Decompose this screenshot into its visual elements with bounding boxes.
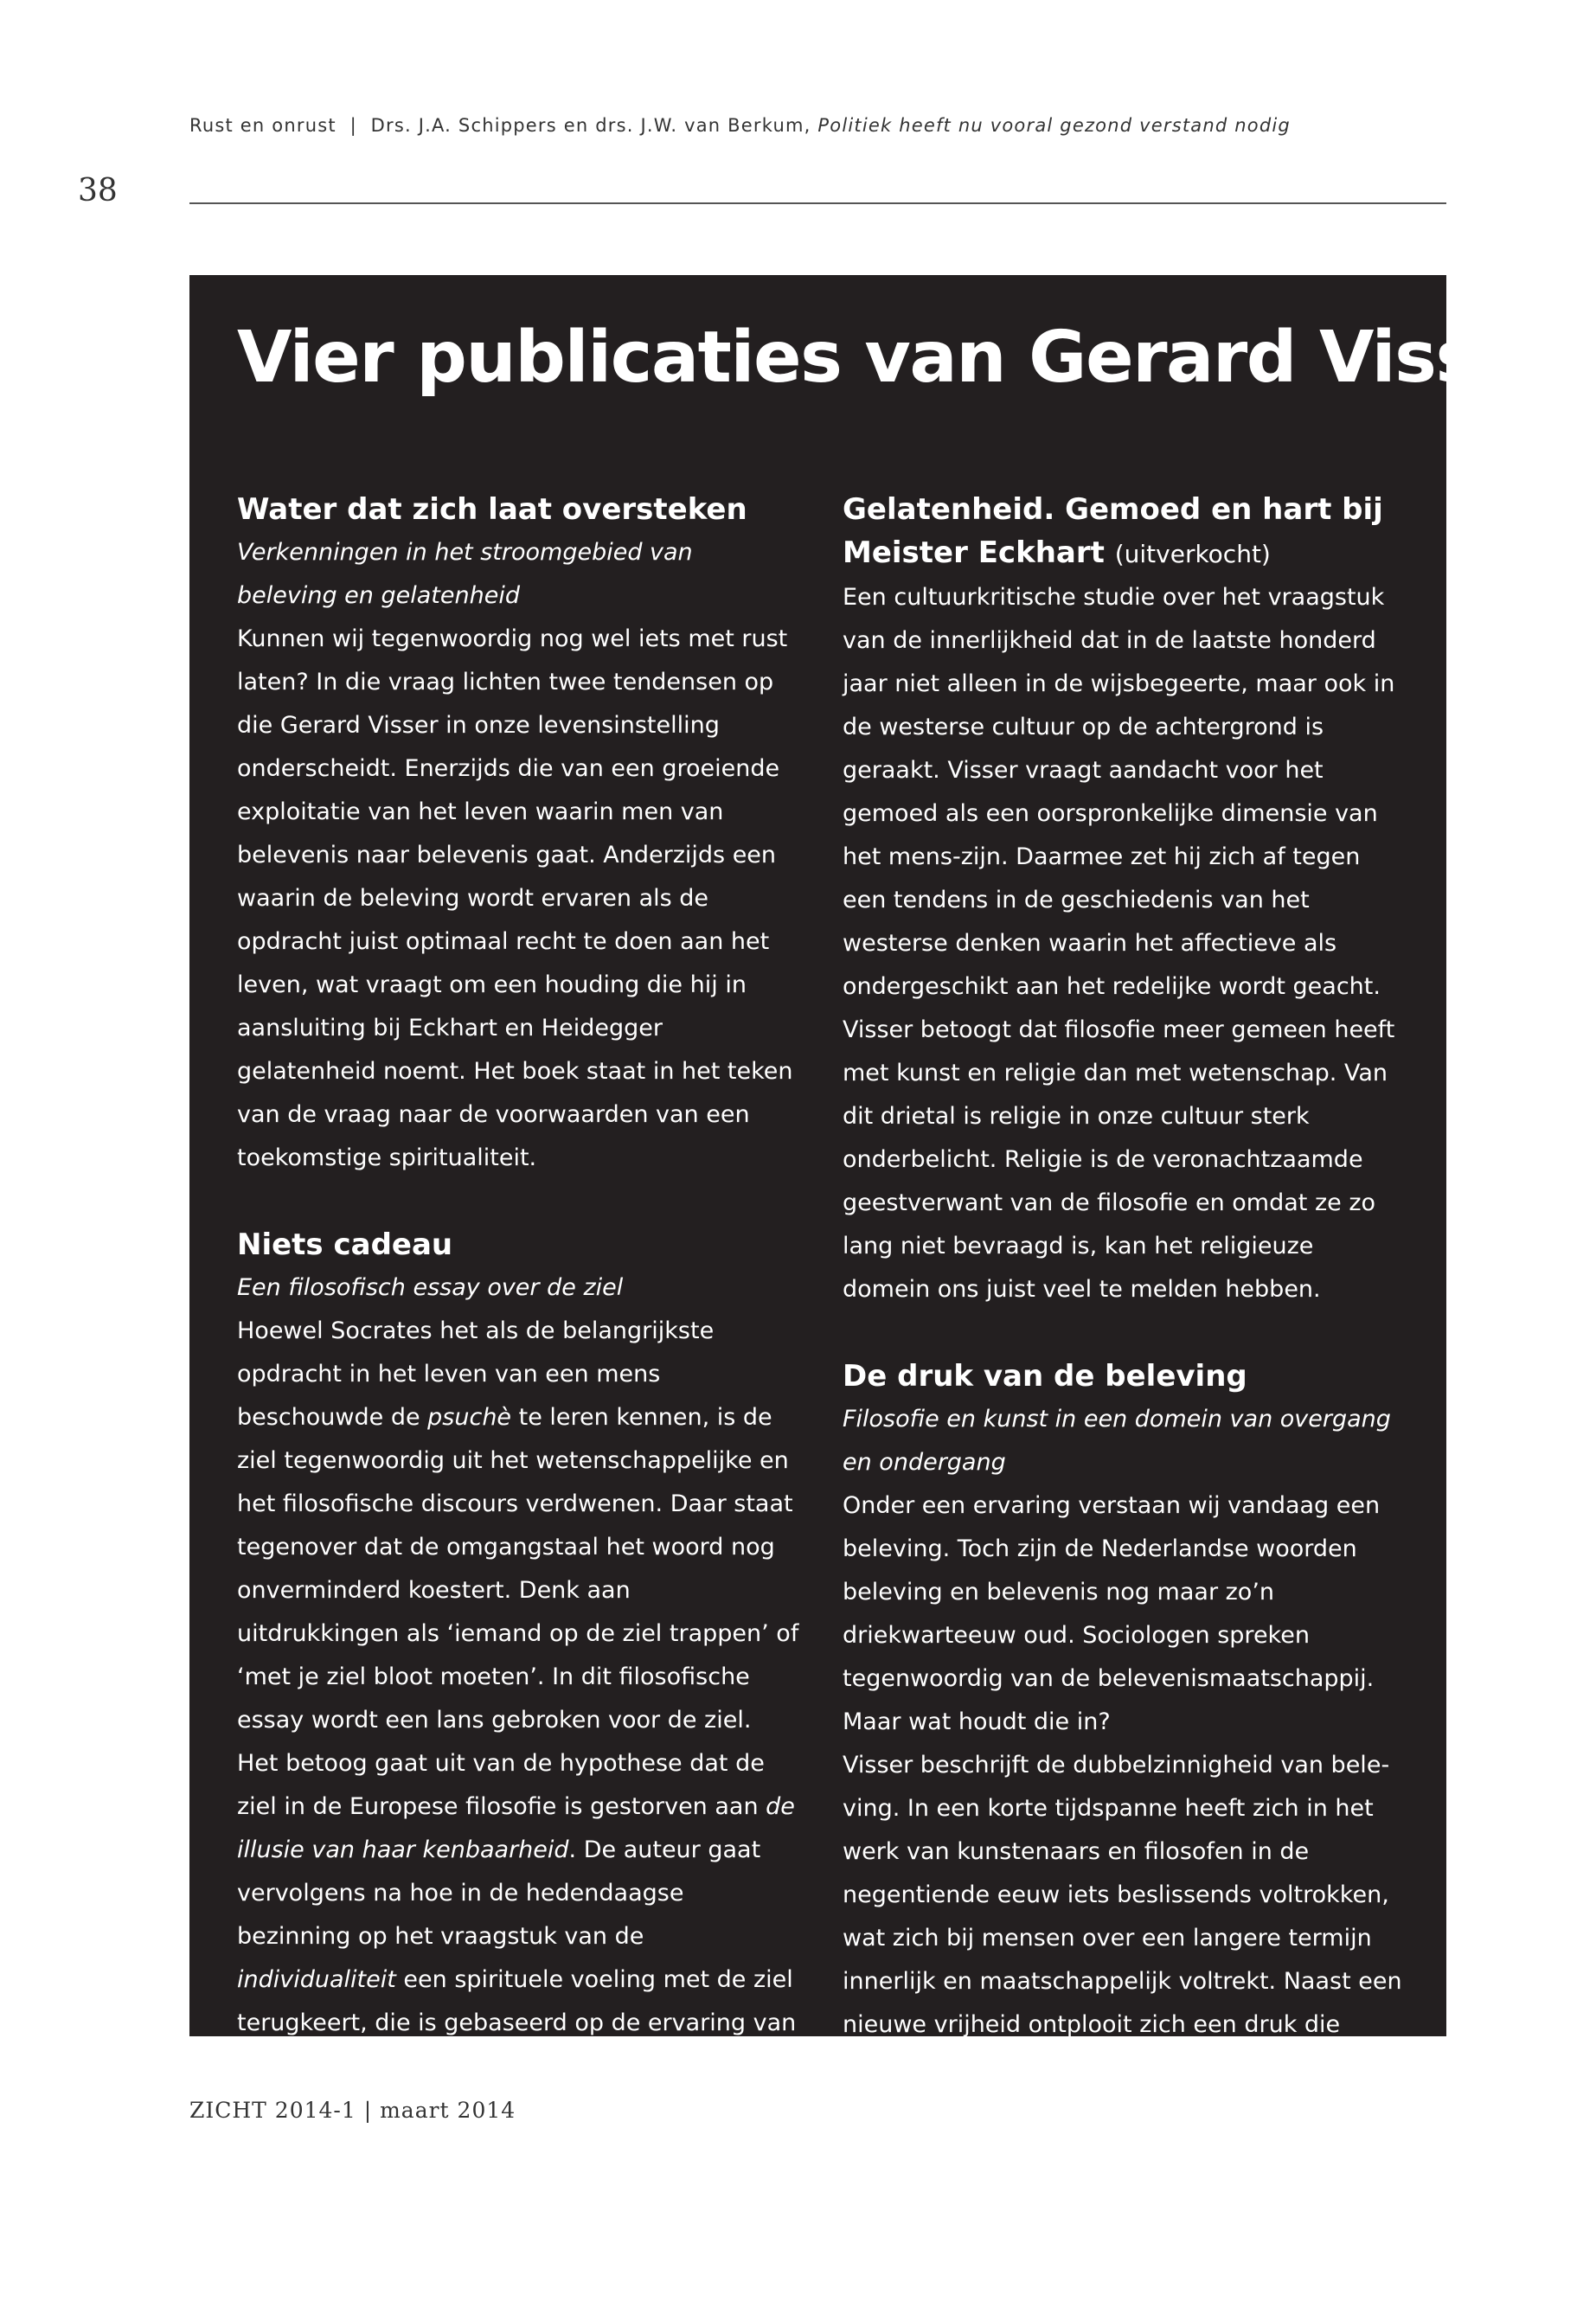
body-text: een spirituele voeling met de ziel terugkeert, die is gebaseerd op de ervaring van haar — [237, 1966, 797, 2080]
publication-entry-niets-cadeau — [237, 1223, 799, 2088]
body-text: . — [545, 2053, 554, 2080]
article-title: Politiek heeft nu vooral gezond verstand nodig — [817, 115, 1291, 136]
footer-issue: ZICHT 2014-1 | maart 2014 — [189, 2098, 516, 2123]
entry-title: Water dat zich laat oversteken — [237, 492, 747, 527]
entry-subtitle: Filosofie en kunst in een domein van overgang en ondergang — [843, 1406, 1391, 1476]
entry-body: Kunnen wij tegenwoordig nog wel iets met rust laten? In die vraag lichten twee tendensen op die Gerard Visser in onze levensinstelling onderscheidt. Enerzijds die van een groeiende exploitatie van het leven waarin men van belevenis naar belevenis gaat. Anderzijds een waarin de beleving wordt ervaren als de opdracht juist optimaal recht te doen aan het leven, wat vraagt om een houding die hij in aansluiting bij Eckhart en Heidegger gelatenheid noemt. Het boek staat in het teken van de vraag naar de voorwaarden van een toekomstige spiritualiteit. — [237, 625, 793, 1171]
entry-body — [237, 1310, 799, 2088]
entry-subtitle: Een filosofisch essay over de ziel — [237, 1274, 624, 1301]
entry-body: Een cultuurkritische studie over het vraagstuk van de innerlijkheid dat in de laatste honderd jaar niet alleen in de wijsbegeerte, maar ook in de westerse cultuur op de achtergrond is geraakt. Visser vraagt aandacht voor het gemoed als een oorspronkelijke dimensie van het mens-zijn. Daarmee zet hij zich af tegen een tendens in de geschiedenis van het westerse denken waarin het affectieve als ondergeschikt aan het redelijke wordt geacht. Visser betoogt dat filosofie meer gemeen heeft met kunst en religie dan met wetenschap. Van dit drietal is religie in onze cultuur sterk onderbelicht. Religie is de veronachtzaamde geestverwant van de filosofie en omdat ze zo lang niet bevraagd is, kan het religieuze domein ons juist veel te melden hebben. — [843, 584, 1395, 1303]
section-name: Rust en onrust — [189, 115, 337, 136]
running-head — [189, 115, 1291, 136]
publication-entry-gelatenheid — [843, 488, 1405, 1311]
running-head-separator: | — [349, 115, 357, 136]
entry-title — [843, 488, 1405, 576]
entry-subtitle: Verkenningen in het stroomgebied van beleving en gelatenheid — [237, 539, 693, 609]
body-text: . De auteur gaat vervolgens na hoe in de hedendaagse bezinning op het vraagstuk van de — [237, 1836, 761, 1950]
entry-title-text: Gelatenheid. Gemoed en hart bij Meister Eckhart — [843, 492, 1383, 570]
entry-body: Visser beschrijft de dubbelzinnigheid van beleving. In een korte tijdspanne heeft zich in het werk van kunstenaars en filosofen in de negentiende eeuw iets beslissends voltrokken, wat zich bij mensen over een langere termijn innerlijk en maatschappelijk voltrekt. Naast een nieuwe vrijheid ontplooit zich een druk die Nietzsche al tot een wil tot macht herleidt: beleving is pressie. — [843, 1752, 1402, 2125]
entry-title: De druk van de beleving — [843, 1359, 1247, 1394]
box-title: Vier publicaties van Gerard Visser — [237, 317, 1557, 399]
page-number: 38 — [78, 173, 118, 208]
body-emphasis: de illusie van haar kenbaarheid — [237, 1793, 795, 1863]
body-emphasis: ondoorgrondelijkheid — [297, 2053, 546, 2080]
publication-entry-water — [237, 488, 799, 1180]
publication-entry-druk — [843, 1355, 1405, 2133]
entry-body: Onder een ervaring verstaan wij vandaag een beleving. Toch zijn de Nederlandse woorden beleving en belevenis nog maar zo’n driekwarteeuw oud. Sociologen spreken tegenwoordig van de belevenismaatschappij. Maar wat houdt die in? — [843, 1492, 1381, 1735]
left-column — [237, 488, 799, 2131]
entry-title: Niets cadeau — [237, 1227, 453, 1262]
body-text: Hoewel Socrates het als de belangrijkste opdracht in het leven van een mens beschouwde de — [237, 1317, 715, 1431]
entry-title-note: (uitverkocht) — [1114, 540, 1271, 568]
body-emphasis: individualiteit — [237, 1966, 396, 1993]
article-authors: Drs. J.A. Schippers en drs. J.W. van Berkum, — [370, 115, 811, 136]
header-rule — [189, 202, 1446, 204]
body-emphasis: psuchè — [427, 1404, 512, 1431]
body-text: te leren kennen, is de ziel tegenwoordig uit het wetenschappelijke en het filosofische discours verdwenen. Daar staat tegenover dat de omgangstaal het woord nog onverminderd koestert. Denk aan uitdrukkingen als ‘iemand op de ziel trappen’ of ‘met je ziel bloot moeten’. In dit filosofische essay wordt een lans gebroken voor de ziel. Het betoog gaat uit van de hypothese dat de ziel in de Europese filosofie is gestorven aan — [237, 1404, 799, 1820]
right-column — [843, 488, 1405, 2176]
